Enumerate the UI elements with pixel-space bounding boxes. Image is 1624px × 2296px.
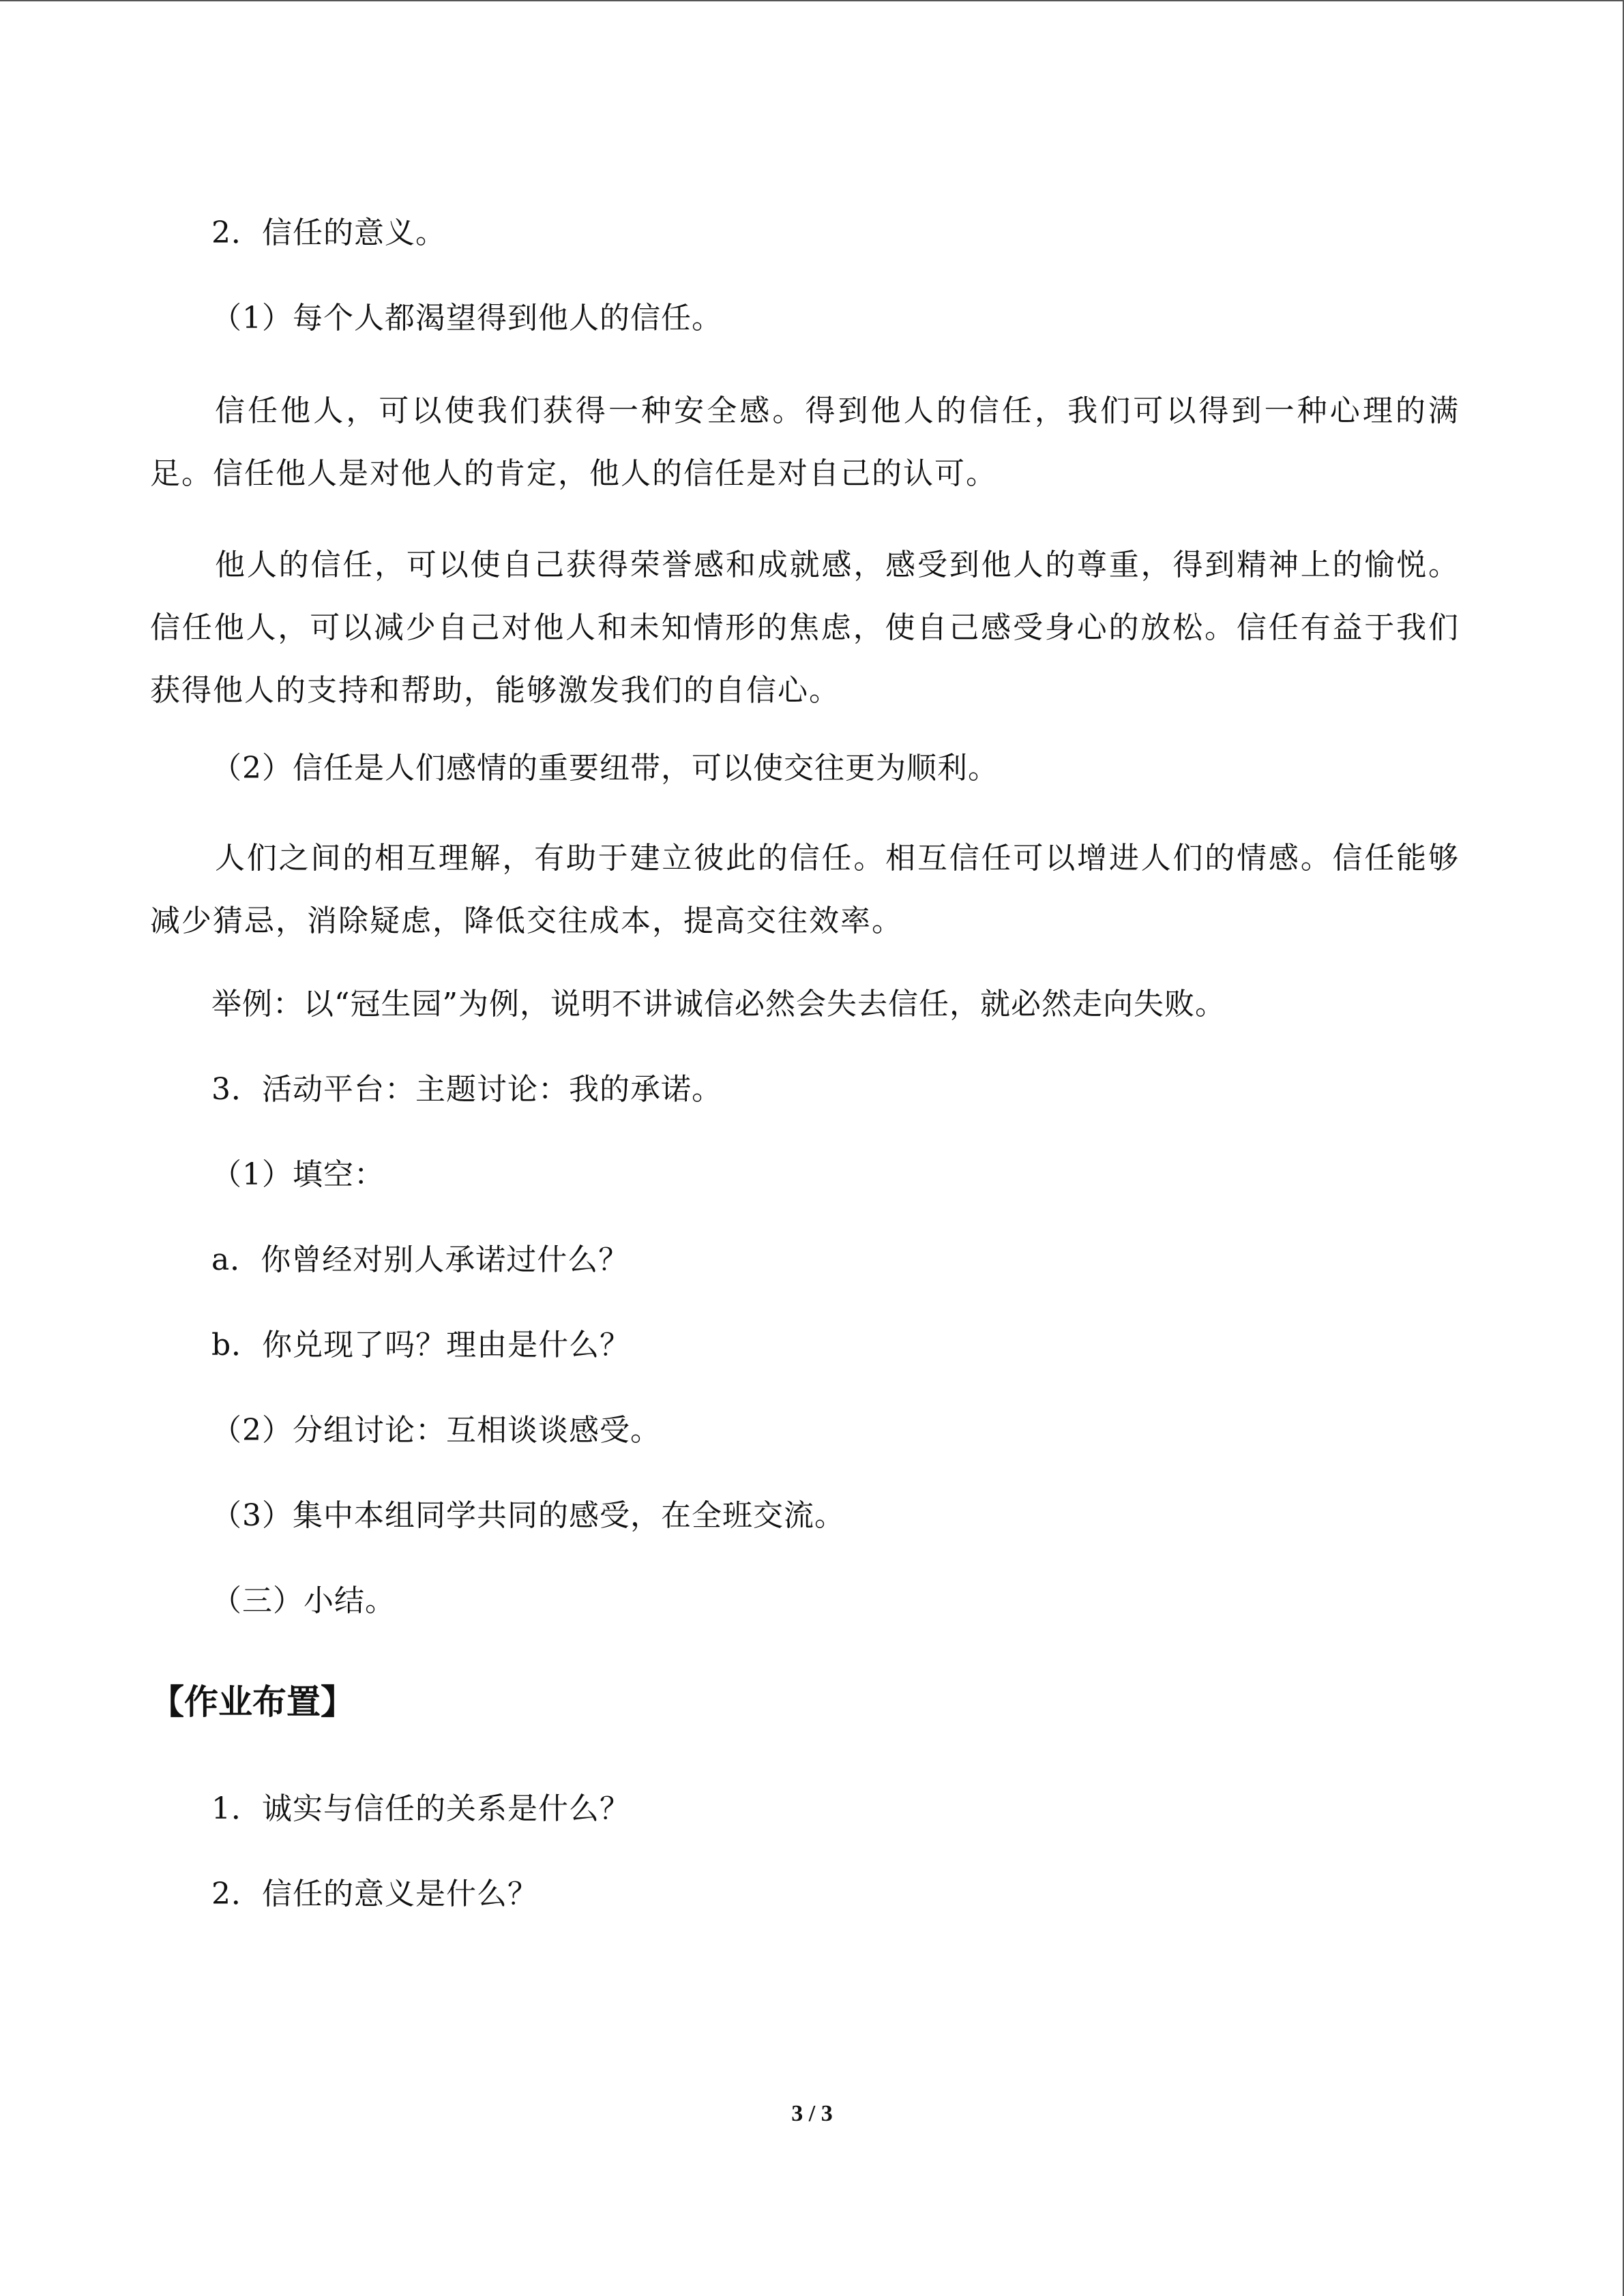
paragraph-understanding: 人们之间的相互理解，有助于建立彼此的信任。相互信任可以增进人们的情感。信任能够减少猜忌，消除疑虑，降低交往成本，提高交往效率。: [150, 841, 1460, 938]
class-sharing: （3）集中本组同学共同的感受，在全班交流。: [211, 1498, 845, 1533]
summary-line: （三）小结。: [211, 1583, 396, 1618]
homework-heading: 【作业布置】: [150, 1682, 355, 1722]
homework-question-1: 1．诚实与信任的关系是什么？: [211, 1791, 630, 1826]
section-title-activity: 3．活动平台：主题讨论：我的承诺。: [211, 1072, 722, 1107]
paragraph-honor: 他人的信任，可以使自己获得荣誉感和成就感，感受到他人的尊重，得到精神上的愉悦。信任他人，可以减少自己对他人和未知情形的焦虑，使自己感受身心的放松。信任有益于我们获得他人的支持和帮助，能够激发我们的自信心。: [150, 548, 1460, 708]
fill-in-question-a: a．你曾经对别人承诺过什么？: [211, 1242, 630, 1277]
section-title-trust-meaning: 2．信任的意义。: [211, 215, 446, 250]
fill-in-question-b: b．你兑现了吗？理由是什么？: [211, 1328, 631, 1362]
page-number: 3 / 3: [791, 2101, 833, 2126]
subpoint-1: （1）每个人都渴望得到他人的信任。: [211, 301, 722, 336]
group-discussion: （2）分组讨论：互相谈谈感受。: [211, 1413, 661, 1448]
homework-question-2: 2．信任的意义是什么？: [211, 1877, 538, 1911]
paragraph-security: 信任他人，可以使我们获得一种安全感。得到他人的信任，我们可以得到一种心理的满足。信任他人是对他人的肯定，他人的信任是对自己的认可。: [150, 393, 1460, 491]
subpoint-2: （2）信任是人们感情的重要纽带，可以使交往更为顺利。: [211, 751, 999, 786]
fill-in-title: （1）填空：: [211, 1157, 385, 1192]
example-line: 举例：以“冠生园”为例，说明不讲诚信必然会失去信任，就必然走向失败。: [211, 987, 1226, 1022]
